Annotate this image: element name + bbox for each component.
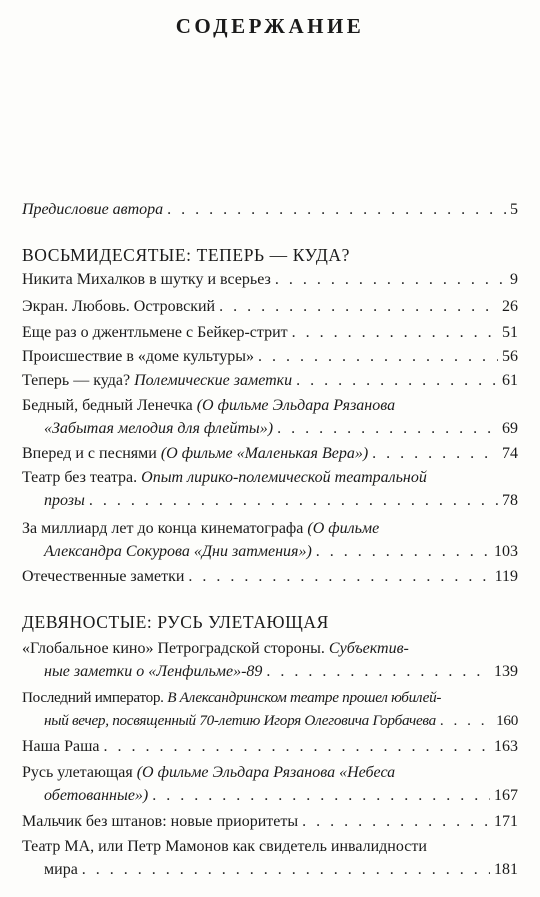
toc-entry [22, 810, 518, 833]
entry-title-roman: За миллиард лет до конца кинематографа [22, 520, 308, 537]
dot-leader [275, 268, 506, 291]
dot-leader [152, 784, 490, 807]
toc-entry [22, 517, 518, 563]
dot-leader [104, 735, 491, 758]
toc-entry [22, 394, 518, 440]
page-number: 9 [510, 271, 518, 288]
dot-leader [302, 810, 490, 833]
dot-leader [316, 540, 490, 563]
entry-title-roman: Последний император. [22, 689, 168, 706]
toc-entry [22, 761, 518, 807]
entry-title-roman: Теперь — куда? [22, 372, 135, 389]
toc-entry-preface [22, 198, 518, 221]
entry-subtitle: (О фильме Эльдара Рязанова [196, 397, 396, 414]
entry-subtitle-cont: ные заметки о «Ленфильме»-89 [44, 663, 263, 680]
entry-title-roman: Вперед и с песнями [22, 445, 161, 462]
toc-entry [22, 686, 518, 732]
entry-subtitle-cont: ный вечер, посвященный 70-летию Игоря Олеговича Горбачева [44, 712, 436, 729]
page-number: 163 [494, 738, 518, 755]
entry-title [22, 394, 518, 417]
toc-entry [22, 321, 518, 344]
entry-subtitle: Опыт лирико-полемической театральной [141, 469, 427, 486]
page-number: 74 [502, 445, 518, 462]
page-number: 139 [494, 663, 518, 680]
page-number: 5 [510, 201, 518, 218]
dot-leader [188, 565, 490, 588]
section-heading-eighties: ВОСЬМИДЕСЯТЫЕ: ТЕПЕРЬ — КУДА? [22, 245, 351, 265]
page-number: 78 [502, 492, 518, 509]
toc-entry [22, 369, 518, 392]
entry-subtitle-cont: прозы [44, 492, 85, 509]
dot-leader [89, 489, 498, 512]
entry-title-roman: Театр без театра. [22, 469, 142, 486]
entry-subtitle: (О фильме Эльдара Рязанова «Небеса [136, 764, 396, 781]
dot-leader [219, 295, 498, 318]
entry-title-cont: мира [44, 861, 78, 878]
page-number: 69 [502, 420, 518, 437]
entry-subtitle: В Александринском театре прошел юбилей- [167, 689, 442, 706]
entry-title: Театр МА, или Петр Мамонов как свидетель инвалидности [22, 838, 427, 855]
toc-entry [22, 442, 518, 465]
dot-leader [440, 709, 492, 732]
dot-leader [167, 198, 506, 221]
page-number: 26 [502, 298, 518, 315]
dot-leader [258, 345, 498, 368]
dot-leader [266, 660, 490, 683]
page-number: 119 [494, 568, 518, 585]
toc-entry [22, 345, 518, 368]
entry-title [22, 686, 518, 709]
entry-title: Отечественные заметки [22, 568, 185, 585]
entry-title [22, 761, 518, 784]
page-number: 160 [496, 712, 518, 729]
toc-entry [22, 268, 518, 291]
dot-leader [372, 442, 498, 465]
entry-title [22, 369, 292, 392]
page-number: 51 [502, 324, 518, 341]
entry-title: Экран. Любовь. Островский [22, 298, 216, 315]
entry-title [22, 442, 368, 465]
entry-title: Еще раз о джентльмене с Бейкер-стрит [22, 324, 288, 341]
dot-leader [296, 369, 498, 392]
entry-subtitle-cont: обетованные») [44, 787, 149, 804]
toc-entry [22, 637, 518, 683]
entry-title [22, 466, 518, 489]
entry-subtitle: Субъектив- [328, 640, 409, 657]
entry-title: Предисловие автора [22, 201, 164, 218]
toc-entry [22, 835, 518, 881]
entry-title: Никита Михалков в шутку и всерьез [22, 271, 271, 288]
page-number: 103 [494, 543, 518, 560]
dot-leader [277, 417, 498, 440]
entry-title: Мальчик без штанов: новые приоритеты [22, 813, 299, 830]
entry-subtitle: (О фильме [307, 520, 380, 537]
toc-entry [22, 466, 518, 512]
toc-entry [22, 295, 518, 318]
entry-title [22, 637, 518, 660]
entry-title-roman: «Глобальное кино» Петроградской стороны. [22, 640, 329, 657]
entry-title: Наша Раша [22, 738, 100, 755]
entry-title [22, 517, 518, 540]
section-heading-nineties: ДЕВЯНОСТЫЕ: РУСЬ УЛЕТАЮЩАЯ [22, 612, 329, 632]
page-number: 171 [494, 813, 518, 830]
dot-leader [82, 858, 490, 881]
entry-subtitle-cont: «Забытая мелодия для флейты») [44, 420, 274, 437]
page-number: 56 [502, 348, 518, 365]
entry-subtitle: (О фильме «Маленькая Вера») [160, 445, 369, 462]
entry-subtitle-cont: Александра Сокурова «Дни затмения») [44, 543, 312, 560]
entry-title-roman: Бедный, бедный Ленечка [22, 397, 197, 414]
entry-title: Происшествие в «доме культуры» [22, 348, 255, 365]
entry-subtitle: Полемические заметки [134, 372, 293, 389]
toc-entry [22, 735, 518, 758]
page-number: 181 [494, 861, 518, 878]
page-number: 167 [494, 787, 518, 804]
entry-title-roman: Русь улетающая [22, 764, 137, 781]
toc-entry [22, 565, 518, 588]
dot-leader [292, 321, 498, 344]
page-title: СОДЕРЖАНИЕ [175, 14, 365, 38]
page-number: 61 [502, 372, 518, 389]
